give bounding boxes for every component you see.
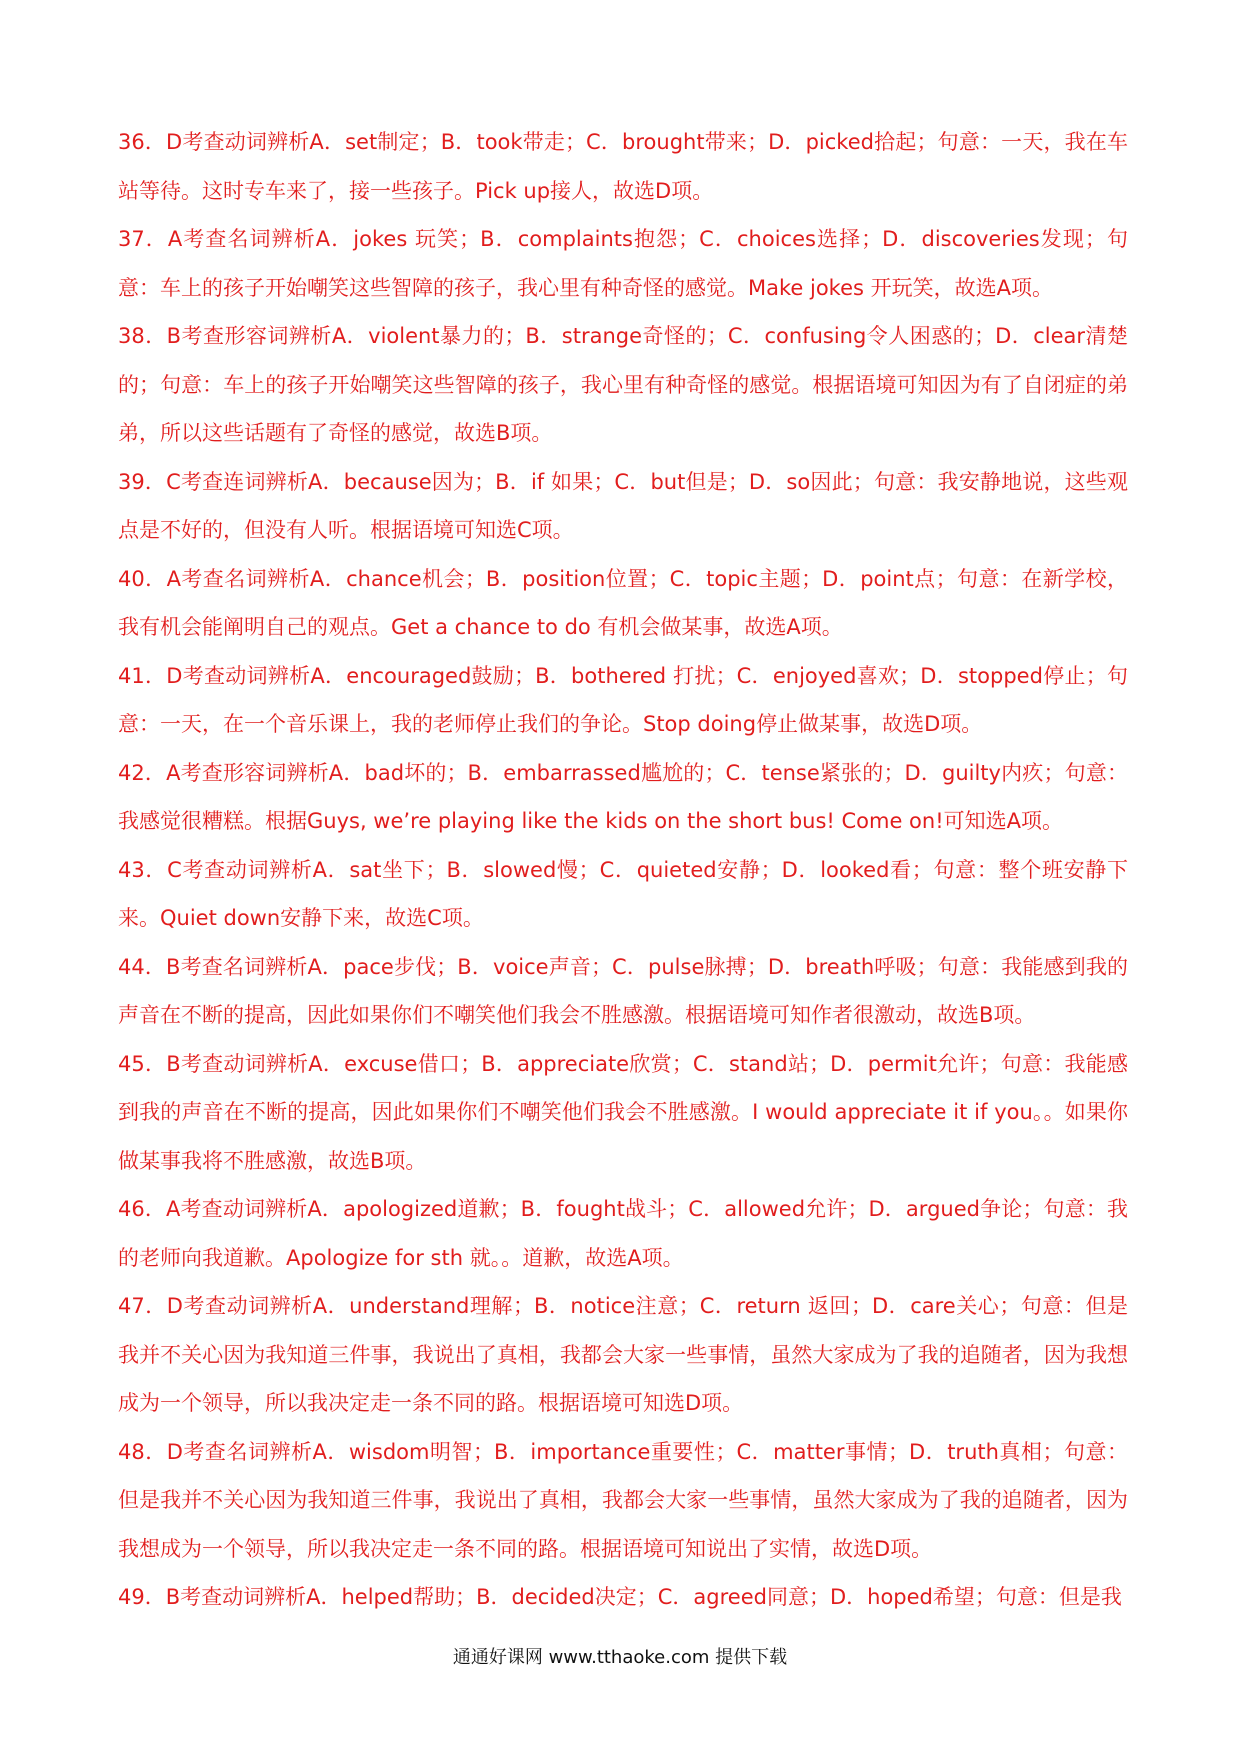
- answer-item-37: 37．A考查名词辨析A．jokes 玩笑；B．complaints抱怨；C．choices选择；D．discoveries发现；句意：车上的孩子开始嘲笑这些智障的孩子，我心里有种奇怪的感觉。Make jokes 开玩笑，故选A项。: [118, 227, 1128, 300]
- answer-item-49: 49．B考查动词辨析A．helped帮助；B．decided决定；C．agreed同意；D．hoped希望；句意：但是我: [118, 1585, 1122, 1609]
- answer-item-38: 38．B考查形容词辨析A．violent暴力的；B．strange奇怪的；C．confusing令人困惑的；D．clear清楚的；句意：车上的孩子开始嘲笑这些智障的孩子，我心里有种奇怪的感觉。根据语境可知因为有了自闭症的弟弟，所以这些话题有了奇怪的感觉，故选B项。: [118, 324, 1128, 445]
- answer-item-39: 39．C考查连词辨析A．because因为；B．if 如果；C．but但是；D．so因此；句意：我安静地说，这些观点是不好的，但没有人听。根据语境可知选C项。: [118, 469, 1128, 542]
- answer-item-48: 48．D考查名词辨析A．wisdom明智；B．importance重要性；C．matter事情；D．truth真相；句意：但是我并不关心因为我知道三件事，我说出了真相，我都会大家一些事情，虽然大家成为了我的追随者，因为我想成为一个领导，所以我决定走一条不同的路。根据语境可知说出了实情，故选D项。: [118, 1439, 1128, 1561]
- document-body: [118, 118, 1128, 1622]
- answer-item-46: 46．A考查动词辨析A．apologized道歉；B．fought战斗；C．allowed允许；D．argued争论；句意：我的老师向我道歉。Apologize for sth 就。。道歉，故选A项。: [118, 1197, 1128, 1270]
- answer-item-40: 40．A考查名词辨析A．chance机会；B．position位置；C．topic主题；D．point点；句意：在新学校，我有机会能阐明自己的观点。Get a chance to do 有机会做某事，故选A项。: [118, 566, 1128, 639]
- answer-item-45: 45．B考查动词辨析A．excuse借口；B．appreciate欣赏；C．stand站；D．permit允许；句意：我能感到我的声音在不断的提高，因此如果你们不嘲笑他们我会不胜感激。I would appreciate it if you。。如果你做某事我将不胜感激，故选B项。: [118, 1051, 1128, 1173]
- answer-item-43: 43．C考查动词辨析A．sat坐下；B．slowed慢；C．quieted安静；D．looked看；句意：整个班安静下来。Quiet down安静下来，故选C项。: [118, 857, 1128, 930]
- answer-item-36: 36．D考查动词辨析A．set制定；B．took带走；C．brought带来；D．picked拾起；句意：一天，我在车站等待。这时专车来了，接一些孩子。Pick up接人，故选D项。: [118, 130, 1128, 203]
- answer-item-44: 44．B考查名词辨析A．pace步伐；B．voice声音；C．pulse脉搏；D．breath呼吸；句意：我能感到我的声音在不断的提高，因此如果你们不嘲笑他们我会不胜感激。根据语境可知作者很激动，故选B项。: [118, 954, 1128, 1027]
- answer-item-42: 42．A考查形容词辨析A．bad坏的；B．embarrassed尴尬的；C．tense紧张的；D．guilty内疚；句意：我感觉很糟糕。根据Guys, we’re playing like the kids on the short bus! Come on!可知选A项。: [118, 760, 1128, 833]
- answer-item-47: 47．D考查动词辨析A．understand理解；B．notice注意；C．return 返回；D．care关心；句意：但是我并不关心因为我知道三件事，我说出了真相，我都会大家一些事情，虽然大家成为了我的追随者，因为我想成为一个领导，所以我决定走一条不同的路。根据语境可知选D项。: [118, 1294, 1128, 1415]
- answer-item-41: 41．D考查动词辨析A．encouraged鼓励；B．bothered 打扰；C．enjoyed喜欢；D．stopped停止；句意：一天，在一个音乐课上，我的老师停止我们的争论。Stop doing停止做某事，故选D项。: [118, 663, 1128, 736]
- page-footer: 通通好课网 www.tthaoke.com 提供下载: [452, 1647, 788, 1668]
